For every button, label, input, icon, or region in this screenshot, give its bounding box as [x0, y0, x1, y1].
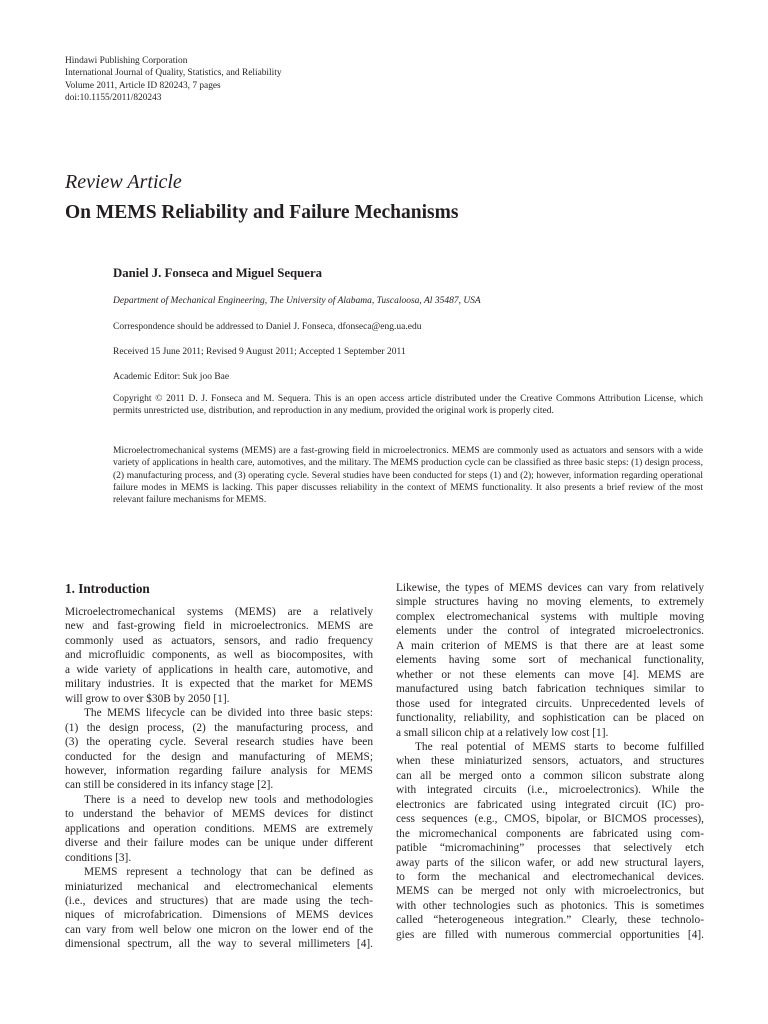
body-text-line: called “heterogeneous integration.” Clearly, these technolo-: [396, 914, 704, 927]
body-text-line: the micromechanical components are fabricated using com-: [396, 827, 704, 840]
body-text-line: Likewise, the types of MEMS devices can vary from relatively: [396, 582, 704, 594]
section-heading: 1. Introduction: [65, 581, 150, 596]
body-text-line: (3) the operating cycle. Several research studies have been: [65, 736, 373, 749]
authors: Daniel J. Fonseca and Miguel Sequera: [113, 266, 323, 280]
body-text-line: (i.e., devices and structures) that are made using the tech-: [65, 895, 373, 907]
body-text-line: a small silicon chip at a relatively low cost [1].: [396, 726, 609, 739]
body-text-line: electronics are fabricated using integrated circuit (IC) pro-: [396, 798, 704, 811]
body-text-line: The MEMS lifecycle can be divided into three basic steps:: [84, 707, 373, 720]
body-text-line: There is a need to develop new tools and methodologies: [84, 793, 373, 806]
body-text-line: can vary from well below one micron on the lower end of the: [65, 923, 373, 936]
body-text-line: whether or not these elements can move [4]. MEMS are: [396, 668, 704, 681]
body-text-line: dimensional spectrum, all the way to several millimeters [4].: [65, 938, 373, 951]
body-text-line: (1) the design process, (2) the manufacturing process, and: [65, 721, 373, 734]
body-text-line: and microfluidic components, as well as biocomposites, with: [65, 649, 373, 662]
body-text-line: diverse and their failure modes can be unique under different: [65, 837, 373, 850]
body-text-line: applications and operation conditions. MEMS are extremely: [65, 822, 373, 835]
article-title: On MEMS Reliability and Failure Mechanisms: [65, 202, 459, 223]
body-text-line: will grow to over $30B by 2050 [1].: [65, 692, 230, 705]
body-text-line: The real potential of MEMS starts to become fulfilled: [415, 740, 704, 753]
journal-volume: Volume 2011, Article ID 820243, 7 pages: [65, 80, 221, 91]
body-text-line: commonly used as actuators, sensors, and radio frequency: [65, 634, 373, 647]
body-text-line: manufactured using batch fabrication techniques similar to: [396, 683, 704, 696]
body-text-line: when these miniaturized sensors, actuators, and structures: [396, 755, 704, 768]
body-text-line: conducted for the design and manufacturing of MEMS;: [65, 750, 373, 763]
body-text-line: to understand the behavior of MEMS devices for distinct: [65, 808, 373, 821]
body-text-line: elements under the control of integrated microelectronics.: [396, 625, 704, 638]
body-text-line: patible “micromachining” processes that selectively etch: [396, 842, 704, 855]
academic-editor: Academic Editor: Suk joo Bae: [113, 372, 230, 382]
body-text-line: away parts of the silicon wafer, or add new structural layers,: [396, 856, 704, 869]
body-text-line: to form the mechanical and electromechanical devices.: [396, 871, 704, 883]
body-text-line: functionality, reliability, and sophistication can be placed on: [396, 712, 704, 725]
body-text-line: MEMS can be merged not only with microelectronics, but: [396, 885, 704, 898]
body-text-line: with other technologies such as photonics. This is sometimes: [396, 899, 704, 912]
email-link[interactable]: dfonseca@eng.ua.edu: [337, 322, 422, 332]
body-text-line: simple structures having no moving elements, to extremely: [396, 596, 704, 609]
body-text-line: MEMS represent a technology that can be defined as: [84, 866, 373, 879]
affiliation: Department of Mechanical Engineering, The University of Alabama, Tuscaloosa, Al 35487, USA: [113, 296, 481, 306]
body-text-line: elements having some sort of mechanical functionality,: [396, 654, 704, 667]
body-text-line: however, information regarding failure analysis for MEMS: [65, 764, 373, 777]
body-text-line: complex electromechanical systems with multiple moving: [396, 610, 704, 623]
body-text-line: a wide variety of applications in health care, automotive, and: [65, 663, 373, 676]
journal-info: [65, 55, 282, 104]
body-text-line: A main criterion of MEMS is that there are at least some: [396, 639, 704, 652]
body-text-line: conditions [3].: [65, 851, 132, 864]
body-text-line: miniaturized mechanical and electromechanical elements: [65, 880, 373, 893]
correspondence-text: Correspondence should be addressed to Daniel J. Fonseca,: [113, 322, 338, 332]
body-text-line: niques of microfabrication. Dimensions of MEMS devices: [65, 909, 373, 922]
body-text-line: gies are filled with numerous commercial opportunities [4].: [396, 928, 704, 941]
article-dates: Received 15 June 2011; Revised 9 August 2011; Accepted 1 September 2011: [113, 347, 406, 357]
body-text-line: military industries. It is expected that the market for MEMS: [65, 678, 373, 691]
publisher: Hindawi Publishing Corporation: [65, 56, 188, 66]
body-text-line: with integrated circuits (i.e., microelectronics). While the: [396, 784, 704, 797]
doi-link[interactable]: doi:10.1155/2011/820243: [65, 92, 162, 103]
body-text-line: can all be merged onto a common silicon substrate along: [396, 769, 704, 782]
copyright-notice: Copyright © 2011 D. J. Fonseca and M. Sequera. This is an open access article distributed under the Creative Commons Attribution License, which permits unrestricted use, distribution, and reproduction in any medium, provided the original work is properly cited.: [113, 394, 703, 417]
body-text-line: Microelectromechanical systems (MEMS) are a relatively: [65, 606, 373, 618]
journal-name: International Journal of Quality, Statistics, and Reliability: [65, 68, 282, 79]
body-text-line: new and fast-growing field in microelectronics. MEMS are: [65, 620, 373, 633]
body-text-line: those used for integrated circuits. Unprecedented levels of: [396, 697, 704, 710]
correspondence: [113, 322, 421, 332]
article-type: Review Article: [65, 171, 182, 193]
body-text-line: cess sequences (e.g., CMOS, bipolar, or BICMOS processes),: [396, 813, 704, 826]
body-text-line: can still be considered in its infancy stage [2].: [65, 779, 274, 792]
abstract: Microelectromechanical systems (MEMS) are a fast-growing field in microelectronics. MEMS are commonly used as actuators and sensors with a wide variety of applications in health care, automotives, and the military. The MEMS production cycle can be classified as three basic steps: (1) design process, (2) manufacturing process, and (3) operating cycle. Several studies have been conducted for steps (1) and (2); however, information regarding operational failure modes in MEMS is lacking. This paper discusses reliability in the context of MEMS functionality. It also presents a brief review of the most relevant failure mechanisms for MEMS.: [113, 446, 703, 506]
